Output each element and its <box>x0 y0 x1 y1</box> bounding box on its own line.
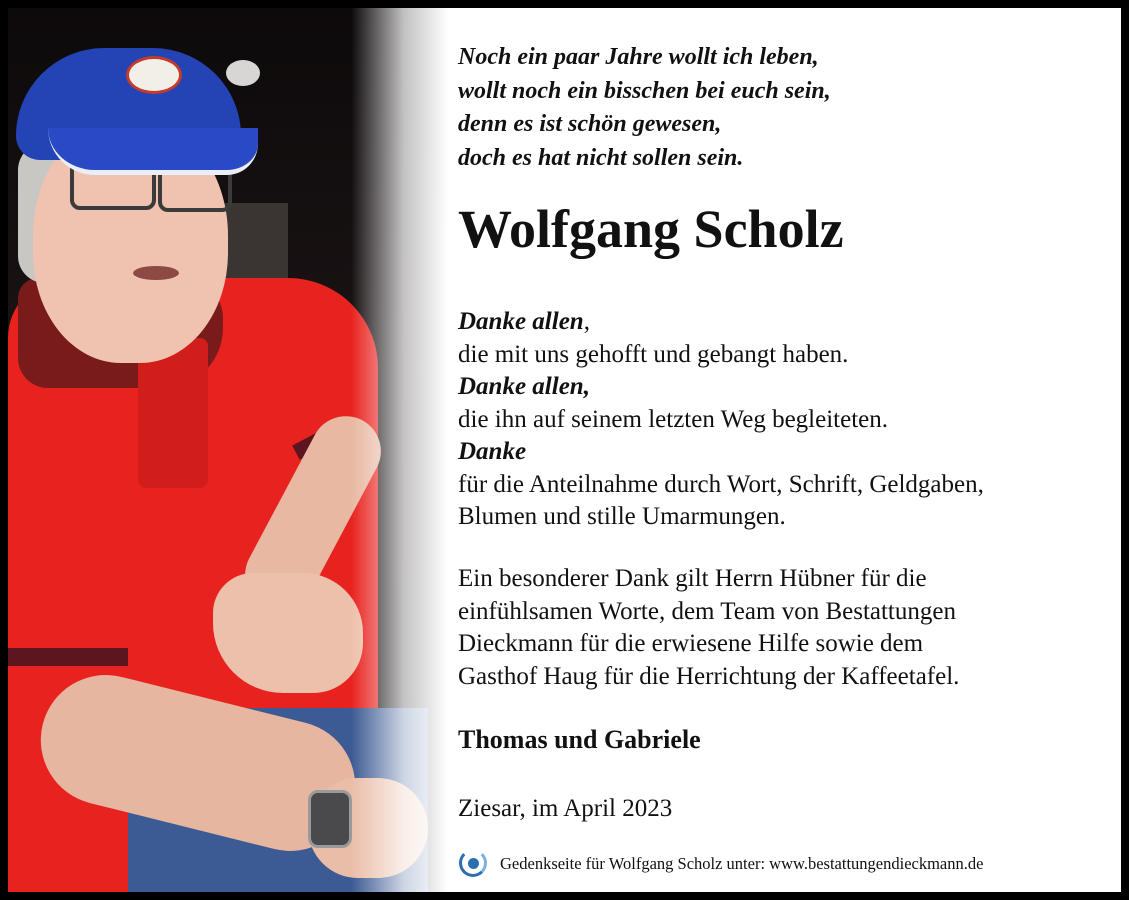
deceased-name: Wolfgang Scholz <box>458 199 844 259</box>
portrait-photo <box>8 8 448 892</box>
poem-line: doch es hat nicht sollen sein. <box>458 144 744 171</box>
footer <box>458 846 983 882</box>
poem-line: denn es ist schön gewesen, <box>458 111 722 137</box>
obituary-card <box>8 8 1121 892</box>
thanks-heading: Danke allen, <box>458 373 590 400</box>
memorial-logo-icon <box>458 848 490 880</box>
special-thanks-line: Gasthof Haug für die Herrichtung der Kaffeetafel. <box>458 662 960 690</box>
thanks-line: Blumen und stille Umarmungen. <box>458 503 786 530</box>
poem-line: wollt noch ein bisschen bei euch sein, <box>458 77 831 104</box>
special-thanks <box>458 563 1098 693</box>
thanks-heading: Danke allen <box>458 308 584 335</box>
special-thanks-line: Ein besonderer Dank gilt Herrn Hübner für die <box>458 565 927 592</box>
thanks-line: für die Anteilnahme durch Wort, Schrift, Geldgaben, <box>458 470 984 498</box>
poem-line: Noch ein paar Jahre wollt ich leben, <box>458 44 819 70</box>
thanks-line <box>458 306 1098 339</box>
thanks-heading: Danke <box>458 438 527 465</box>
signature: Thomas und Gabriele <box>458 725 701 754</box>
thanks-line: die ihn auf seinem letzten Weg begleiteten. <box>458 405 889 433</box>
special-thanks-line: Dieckmann für die erwiesene Hilfe sowie dem <box>458 630 924 657</box>
thanks-comma: , <box>583 308 590 335</box>
thanks-line: die mit uns gehofft und gebangt haben. <box>458 340 849 368</box>
special-thanks-line: einfühlsamen Worte, dem Team von Bestattungen <box>458 597 956 625</box>
memorial-page-link[interactable]: Gedenkseite für Wolfgang Scholz unter: www.bestattungendieckmann.de <box>500 854 984 873</box>
poem <box>458 41 1098 175</box>
thanks-section <box>458 306 1098 534</box>
photo-fade-overlay <box>8 8 448 892</box>
place-date: Ziesar, im April 2023 <box>458 795 673 822</box>
